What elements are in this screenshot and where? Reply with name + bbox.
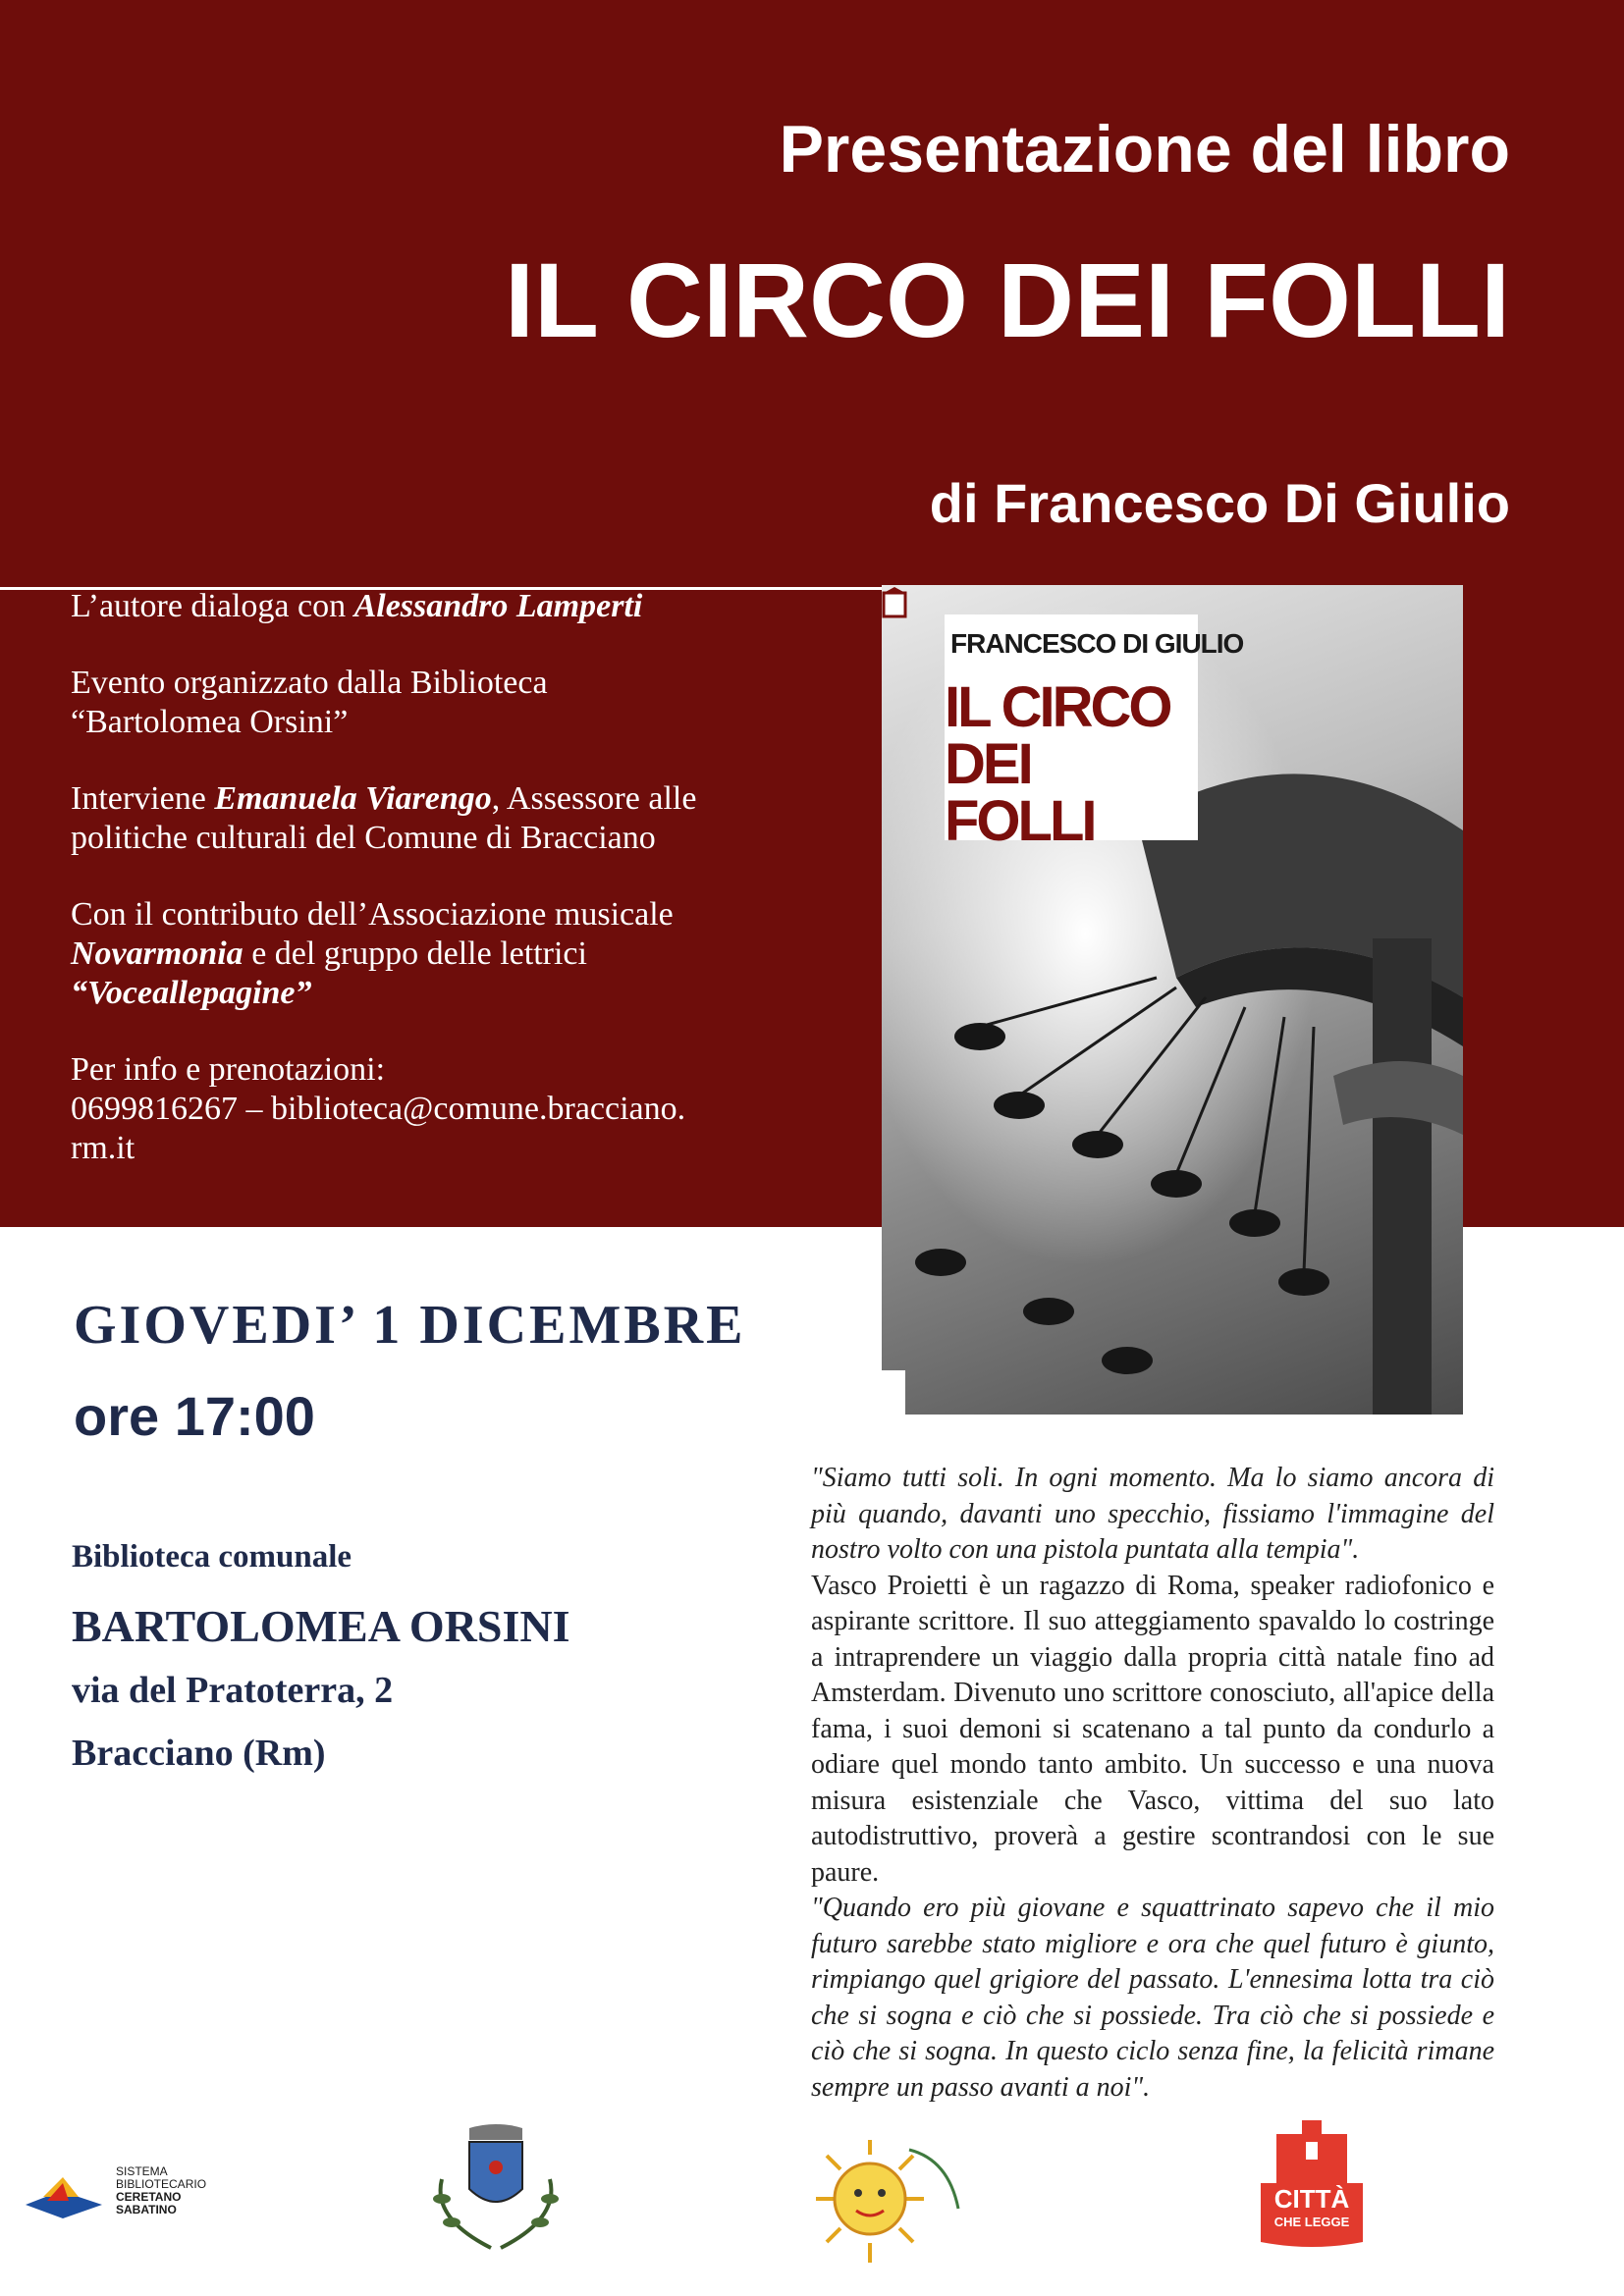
header-subtitle: Presentazione del libro [779, 112, 1510, 187]
citta-che-legge-logo [1257, 2120, 1367, 2250]
venue-label: Biblioteca comunale [72, 1539, 352, 1575]
organizer-line: Evento organizzato dalla Biblioteca “Bartolomea Orsini” [71, 665, 548, 740]
closing-quote: "Quando ero più giovane e squattrinato sapevo che il mio futuro sarebbe stato migliore e ora che quel futuro è giunto, rimpiango quel grigiore del passato. L'ennesima lotta tra ciò che si sogna e ciò che si possiede. Tra ciò che si possiede e ciò che si sogna. In questo ciclo senza fine, la felicità rimane sempre un passo avanti a noi". [811, 1893, 1494, 2103]
sun-face-icon [811, 2140, 978, 2268]
coat-of-arms-icon [412, 2120, 579, 2263]
library-system-name: SISTEMA BIBLIOTECARIO CERETANO SABATINO [116, 2164, 207, 2216]
book-icon [24, 2162, 112, 2220]
cover-author: FRANCESCO DI GIULIO [950, 628, 1244, 659]
venue-name: BARTOLOMEA ORSINI [72, 1601, 570, 1651]
event-date: GIOVEDI’ 1 DICEMBRE [74, 1295, 746, 1356]
book-title: IL CIRCO DEI FOLLI [505, 240, 1510, 359]
moderator-name: Alessandro Lamperti [353, 588, 643, 624]
contact-info: Per info e prenotazioni: 0699816267 – biblioteca@comune.bracciano. rm.it [71, 1051, 686, 1166]
municipal-crest-logo [412, 2120, 579, 2263]
sponsor-logos [0, 2110, 1624, 2258]
contributor-group: “Voceallepagine” [71, 975, 312, 1011]
opening-quote: "Siamo tutti soli. In ogni momento. Ma lo siamo ancora di più quando, davanti uno specchio, fissiamo l'immagine del nostro volto con una pistola puntata alla tempia". [811, 1463, 1494, 1565]
event-time: ore 17:00 [74, 1385, 315, 1447]
speaker-name: Emanuela Viarengo [214, 780, 492, 817]
book-cover [882, 585, 1463, 1415]
venue-city: Bracciano (Rm) [72, 1733, 326, 1774]
contact-phone-email: 0699816267 – biblioteca@comune.bracciano. [71, 1091, 686, 1127]
citta-title: CITTÀ [1273, 2184, 1350, 2214]
speaker-line: Interviene Emanuela Viarengo, Assessore alle politiche culturali del Comune di Bracciano [71, 780, 697, 856]
contributors-line: Con il contributo dell’Associazione musicale Novarmonia e del gruppo delle lettrici “Voceallepagine” [71, 896, 674, 1011]
synopsis-body: Vasco Proietti è un ragazzo di Roma, speaker radiofonico e aspirante scrittore. Il suo atteggiamento spavaldo lo costringe a intraprendere un viaggio dalla propria città natale fino ad Amsterdam. Divenuto uno scrittore conosciuto, all'apice della fama, i suoi demoni si scatenano a tal punto da condurlo a odiare quel mondo tanto ambito. Un successo e una nuova misura esistenziale che Vasco, vittima del suo lato autodistruttivo, proverà a gestire scontrandosi con le sue paure. [811, 1570, 1494, 1888]
children-library-logo [811, 2140, 978, 2268]
event-info [71, 587, 778, 1205]
contributor-org: Novarmonia [71, 935, 244, 972]
citta-subtitle: CHE LEGGE [1273, 2215, 1350, 2229]
publisher-logo [882, 585, 980, 624]
cover-title: IL CIRCO DEI FOLLI [945, 675, 1170, 853]
dialogue-line: L’autore dialoga con Alessandro Lamperti [71, 588, 643, 624]
book-author: di Francesco Di Giulio [929, 472, 1510, 534]
library-system-logo [24, 2162, 240, 2240]
book-synopsis [811, 1461, 1494, 2106]
venue-address: via del Pratoterra, 2 [72, 1670, 394, 1711]
